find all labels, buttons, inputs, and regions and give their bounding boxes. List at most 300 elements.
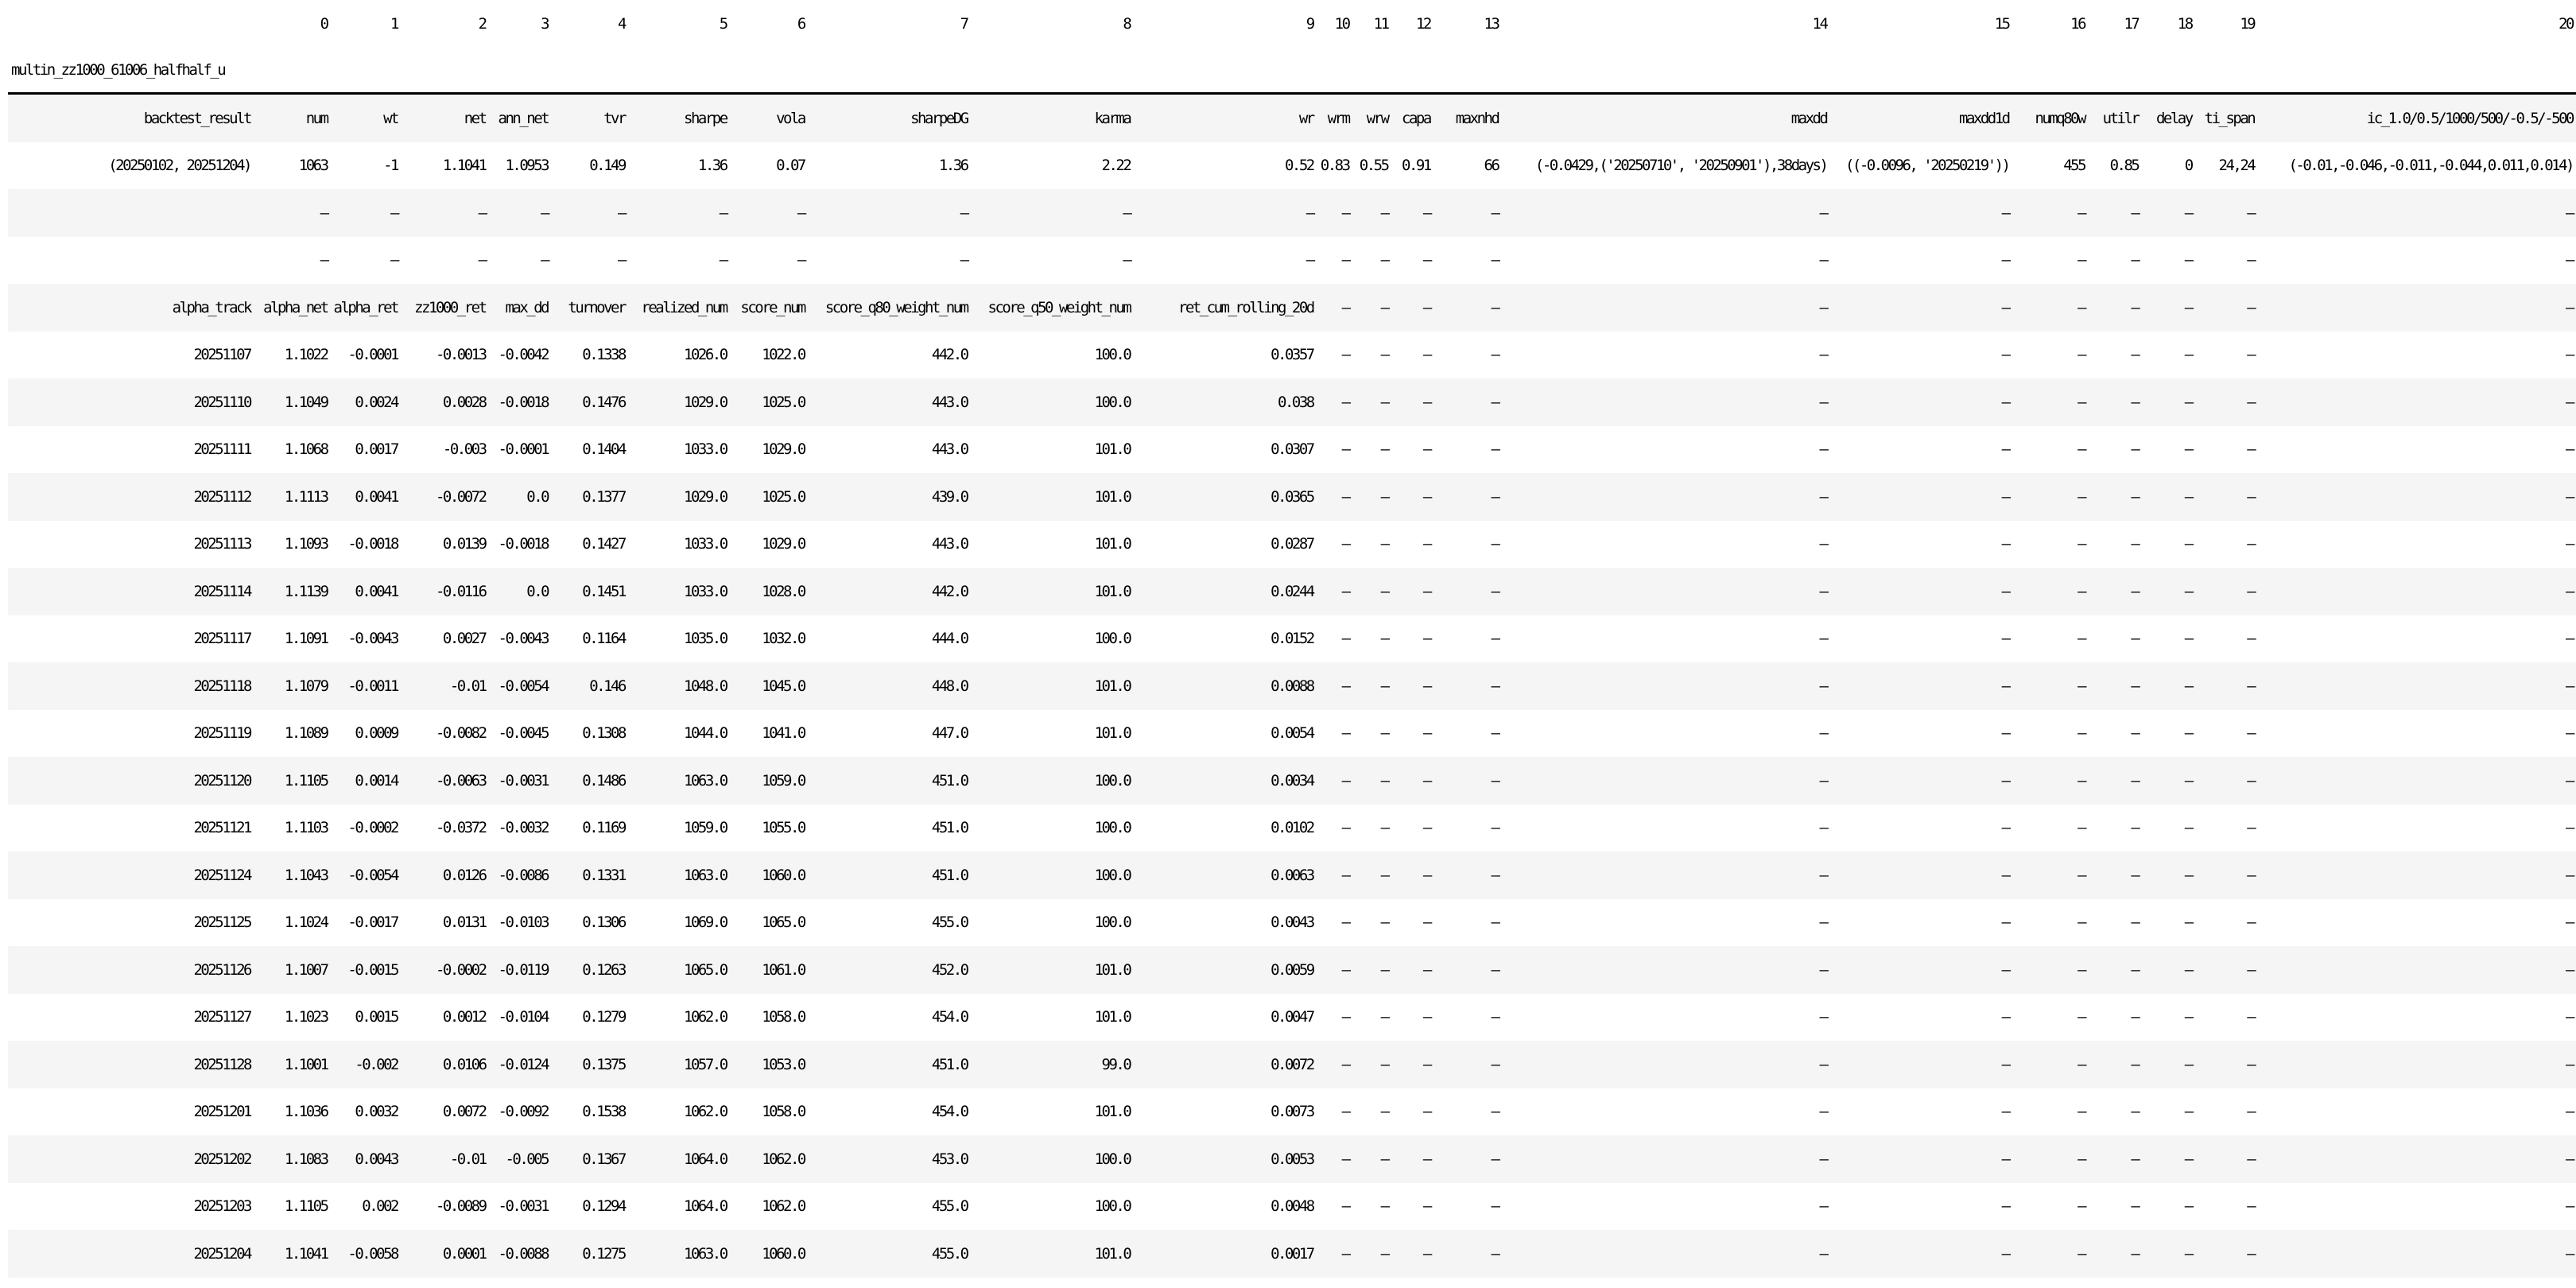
table-cell: turnover	[551, 284, 628, 332]
table-row	[8, 710, 2576, 758]
table-cell: —	[1501, 1041, 1829, 1088]
table-cell: —	[2077, 914, 2085, 932]
column-header: 19	[2240, 15, 2255, 33]
table-cell: num	[254, 94, 331, 142]
table-cell: -0.0082	[435, 724, 486, 743]
column-header: 3	[541, 15, 549, 33]
table-cell: 1041.0	[762, 724, 805, 743]
table-cell: 101.0	[971, 568, 1134, 615]
table-cell: 101.0	[971, 946, 1134, 994]
table-cell: —	[1380, 251, 1388, 270]
table-cell: —	[2195, 757, 2258, 805]
table-cell: ti_span	[2195, 94, 2258, 142]
table-row	[8, 284, 2576, 332]
table-cell: —	[1422, 914, 1430, 932]
table-cell: 0.1377	[551, 473, 628, 521]
column-header: 13	[1484, 15, 1499, 33]
table-cell: -0.0015	[331, 946, 401, 994]
table-row	[8, 805, 2576, 852]
table-row	[8, 568, 2576, 615]
table-cell: 1045.0	[730, 662, 808, 710]
table-cell: —	[1352, 1135, 1391, 1183]
table-cell: —	[1352, 662, 1391, 710]
table-cell: 0	[2184, 157, 2192, 175]
table-cell: —	[971, 189, 1134, 237]
table-cell: —	[2141, 946, 2194, 994]
table-cell: 100.0	[971, 1135, 1134, 1183]
table-cell: 0.0015	[355, 1008, 398, 1026]
column-header: 15	[1994, 15, 2009, 33]
table-cell: 1.1105	[254, 757, 331, 805]
table-cell: —	[1491, 724, 1499, 743]
table-cell: —	[1829, 946, 2012, 994]
table-cell: —	[1819, 535, 1827, 553]
table-cell: —	[2247, 724, 2255, 743]
table-cell: 1062.0	[684, 1103, 727, 1121]
index-name-filler	[1829, 48, 2012, 94]
table-cell: —	[2001, 346, 2009, 364]
table-cell: 100.0	[971, 757, 1134, 805]
table-cell: 0.0027	[442, 630, 486, 648]
table-cell: ret_cum_rolling_20d	[1133, 284, 1316, 332]
table-cell: 0.1263	[551, 946, 628, 994]
table-cell: 0.85	[2109, 157, 2139, 175]
table-cell: —	[2012, 946, 2088, 994]
table-cell: —	[1380, 1103, 1388, 1121]
row-index-cell: 20251111	[193, 440, 250, 459]
table-cell: —	[390, 251, 398, 270]
table-cell: 443.0	[808, 378, 971, 426]
table-cell: —	[1341, 914, 1349, 932]
table-cell: —	[1491, 630, 1499, 648]
column-header: 9	[1305, 15, 1313, 33]
table-cell: -0.0054	[489, 662, 552, 710]
column-header: 2	[478, 15, 486, 33]
table-cell: sharpe	[628, 94, 730, 142]
table-cell: 0.0043	[331, 1135, 401, 1183]
table-cell: 0.1169	[582, 819, 625, 837]
column-header: 20	[2559, 15, 2573, 33]
table-cell: —	[2257, 757, 2576, 805]
table-cell: —	[1341, 819, 1349, 837]
table-cell: 0.1375	[551, 1041, 628, 1088]
table-cell: —	[1819, 251, 1827, 270]
table-cell: —	[1819, 440, 1827, 459]
table-cell: —	[2012, 1230, 2088, 1278]
table-cell: 0.1279	[582, 1008, 625, 1026]
table-cell: —	[1433, 1135, 1502, 1183]
table-cell: 1.1041	[254, 1230, 331, 1278]
table-cell: —	[2001, 630, 2009, 648]
table-cell: —	[1317, 473, 1352, 521]
table-cell: —	[2257, 1230, 2576, 1278]
table-cell: -0.0018	[489, 378, 552, 426]
row-index-cell: 20251124	[8, 852, 254, 899]
table-cell: —	[541, 251, 549, 270]
table-cell: —	[1380, 440, 1388, 459]
table-cell: —	[2012, 1041, 2088, 1088]
table-cell: —	[2088, 757, 2141, 805]
table-cell: score_q80_weight_num	[808, 284, 971, 332]
table-cell: —	[1317, 757, 1352, 805]
table-row	[8, 1135, 2576, 1183]
table-cell: —	[1433, 757, 1502, 805]
table-cell: -0.01	[401, 662, 489, 710]
table-cell: 448.0	[808, 662, 971, 710]
table-cell: 0.0028	[401, 378, 489, 426]
table-cell: —	[2184, 630, 2192, 648]
table-cell: ((-0.0096, '20250219'))	[1845, 157, 2009, 175]
table-cell: 0.0041	[331, 568, 401, 615]
table-cell: —	[2001, 724, 2009, 743]
table-cell: 1.1043	[254, 852, 331, 899]
table-cell: 1062.0	[684, 1008, 727, 1026]
table-cell: —	[1352, 568, 1391, 615]
table-cell: —	[1317, 946, 1352, 994]
table-cell: —	[1391, 568, 1433, 615]
table-cell: 1062.0	[762, 1197, 805, 1216]
table-cell: —	[1391, 1041, 1433, 1088]
table-cell: -0.0086	[489, 852, 552, 899]
column-header: 0	[320, 15, 328, 33]
table-cell: —	[2566, 1103, 2573, 1121]
table-cell: —	[2141, 284, 2194, 332]
index-name-filler	[1501, 48, 1829, 94]
table-cell: 0.0047	[1271, 1008, 1313, 1026]
column-header: 16	[2070, 15, 2085, 33]
row-index-cell	[8, 237, 254, 285]
table-cell: —	[2184, 535, 2192, 553]
table-cell: —	[2141, 378, 2194, 426]
table-cell: 101.0	[1094, 1103, 1131, 1121]
index-name-filler	[2195, 48, 2258, 94]
table-cell: 455.0	[931, 1197, 968, 1216]
table-cell: 101.0	[971, 662, 1134, 710]
table-cell: wrm	[1317, 94, 1352, 142]
table-cell: —	[2001, 914, 2009, 932]
table-cell: —	[1422, 1197, 1430, 1216]
table-cell: —	[730, 189, 808, 237]
table-row	[8, 237, 2576, 285]
table-cell: —	[2195, 189, 2258, 237]
table-cell: 439.0	[808, 473, 971, 521]
row-index-cell: alpha_track	[8, 284, 254, 332]
table-cell: —	[2001, 819, 2009, 837]
table-cell: 0.146	[551, 662, 628, 710]
table-cell: 443.0	[931, 440, 968, 459]
table-cell: 1064.0	[628, 1135, 730, 1183]
table-cell: —	[1819, 630, 1827, 648]
table-cell: 1.1024	[284, 914, 328, 932]
table-cell: —	[2566, 819, 2573, 837]
table-cell: —	[1829, 568, 2012, 615]
table-cell: —	[2131, 819, 2139, 837]
table-cell: 1.36	[697, 157, 727, 175]
table-cell: —	[2001, 1008, 2009, 1026]
dataframe-output	[8, 0, 2576, 1278]
table-cell: —	[1829, 1041, 2012, 1088]
table-cell: 455.0	[931, 914, 968, 932]
table-cell: -0.0032	[498, 819, 549, 837]
index-name-filler	[730, 48, 808, 94]
table-cell: 1029.0	[762, 535, 805, 553]
table-cell: —	[1501, 189, 1829, 237]
table-cell: 455.0	[808, 1230, 971, 1278]
table-cell: 1.1079	[254, 662, 331, 710]
table-cell: —	[2131, 346, 2139, 364]
table-cell: 1058.0	[762, 1103, 805, 1121]
table-cell: -0.0089	[435, 1197, 486, 1216]
table-cell: —	[2001, 251, 2009, 270]
table-cell: 1061.0	[730, 946, 808, 994]
table-cell: —	[2184, 346, 2192, 364]
table-cell: —	[2088, 189, 2141, 237]
table-cell: 0.52	[1284, 157, 1313, 175]
table-cell: 101.0	[971, 473, 1134, 521]
table-row	[8, 994, 2576, 1042]
table-cell: —	[2247, 251, 2255, 270]
table-cell: —	[960, 251, 968, 270]
table-cell: —	[1819, 914, 1827, 932]
table-cell: wrw	[1352, 94, 1391, 142]
table-cell: —	[2012, 852, 2088, 899]
table-cell: 0.0072	[1133, 1041, 1316, 1088]
table-cell: 1058.0	[762, 1008, 805, 1026]
table-row	[8, 946, 2576, 994]
table-cell: —	[2247, 630, 2255, 648]
table-cell: 0.1451	[551, 568, 628, 615]
table-cell: -0.0119	[489, 946, 552, 994]
table-cell: —	[1422, 1103, 1430, 1121]
index-name-filler	[808, 48, 971, 94]
table-cell: vola	[730, 94, 808, 142]
table-cell: —	[1829, 1230, 2012, 1278]
table-cell: -0.005	[489, 1135, 552, 1183]
table-cell: —	[2566, 1197, 2573, 1216]
table-cell: —	[2077, 1103, 2085, 1121]
table-cell: 0.0287	[1271, 535, 1313, 553]
table-cell: 100.0	[1094, 346, 1131, 364]
table-cell: —	[2195, 473, 2258, 521]
index-name-filler	[628, 48, 730, 94]
table-cell: —	[2195, 1230, 2258, 1278]
table-cell: 1.1068	[284, 440, 328, 459]
table-cell: maxnhd	[1433, 94, 1502, 142]
table-cell: —	[1341, 251, 1349, 270]
table-cell: 0.1294	[582, 1197, 625, 1216]
table-row	[8, 757, 2576, 805]
table-cell: —	[2257, 284, 2576, 332]
table-cell: realized_num	[628, 284, 730, 332]
table-cell: —	[2077, 251, 2085, 270]
table-cell: numq80w	[2012, 94, 2088, 142]
table-row	[8, 615, 2576, 663]
table-cell: 66	[1484, 157, 1499, 175]
table-cell: 0.0053	[1133, 1135, 1316, 1183]
table-cell: -0.0002	[401, 946, 489, 994]
index-name-filler	[2088, 48, 2141, 94]
table-cell: -0.0031	[489, 757, 552, 805]
table-cell: —	[2077, 1197, 2085, 1216]
table-cell: 0.0106	[401, 1041, 489, 1088]
table-cell: —	[2131, 251, 2139, 270]
table-cell: —	[2088, 378, 2141, 426]
table-cell: —	[1829, 189, 2012, 237]
table-cell: —	[1352, 473, 1391, 521]
table-cell: —	[1829, 757, 2012, 805]
table-cell: 0.0152	[1271, 630, 1313, 648]
table-cell: —	[1819, 1008, 1827, 1026]
table-row	[8, 899, 2576, 947]
table-cell: —	[2012, 662, 2088, 710]
table-cell: 0.1338	[582, 346, 625, 364]
table-cell: —	[1422, 724, 1430, 743]
table-cell: —	[2566, 440, 2573, 459]
table-cell: -0.0042	[498, 346, 549, 364]
table-cell: —	[1317, 378, 1352, 426]
row-index-cell: 20251110	[8, 378, 254, 426]
table-cell: —	[1352, 1041, 1391, 1088]
column-header: 10	[1334, 15, 1349, 33]
table-cell: —	[1829, 284, 2012, 332]
table-cell: 0.0034	[1133, 757, 1316, 805]
table-cell: 0.83	[1320, 157, 1349, 175]
table-cell: —	[2566, 724, 2573, 743]
table-cell: -0.0103	[498, 914, 549, 932]
table-cell: —	[1317, 1041, 1352, 1088]
table-cell: 0.1486	[551, 757, 628, 805]
table-cell: 1060.0	[730, 1230, 808, 1278]
table-cell: 1065.0	[762, 914, 805, 932]
table-cell: 1.1103	[284, 819, 328, 837]
table-cell: —	[1433, 852, 1502, 899]
table-cell: —	[2247, 535, 2255, 553]
table-cell: 24,24	[2218, 157, 2255, 175]
table-cell: —	[2184, 1103, 2192, 1121]
table-cell: 1029.0	[628, 473, 730, 521]
table-cell: —	[617, 251, 625, 270]
table-cell: —	[1491, 346, 1499, 364]
table-cell: 1.1049	[254, 378, 331, 426]
table-cell: —	[2247, 440, 2255, 459]
table-cell: 0.0024	[331, 378, 401, 426]
table-cell: —	[1433, 378, 1502, 426]
table-cell: —	[2131, 440, 2139, 459]
table-cell: —	[1391, 473, 1433, 521]
table-row	[8, 142, 2576, 190]
table-row	[8, 378, 2576, 426]
table-cell: —	[2088, 284, 2141, 332]
table-cell: —	[1391, 1135, 1433, 1183]
table-cell: —	[2247, 1008, 2255, 1026]
table-cell: 1025.0	[730, 378, 808, 426]
table-cell: 1033.0	[684, 440, 727, 459]
table-cell: 99.0	[971, 1041, 1134, 1088]
index-name-filler	[1433, 48, 1502, 94]
table-cell: -0.0063	[401, 757, 489, 805]
table-cell: 0.0139	[442, 535, 486, 553]
column-header: 7	[960, 15, 968, 33]
table-cell: —	[1380, 535, 1388, 553]
table-cell: ic_1.0/0.5/1000/500/-0.5/-500	[2257, 94, 2576, 142]
table-cell: 0.1367	[551, 1135, 628, 1183]
index-name-filler	[2141, 48, 2194, 94]
table-cell: —	[2077, 346, 2085, 364]
table-cell: —	[2195, 378, 2258, 426]
table-cell: 1.1001	[254, 1041, 331, 1088]
row-index-cell: 20251121	[193, 819, 250, 837]
table-cell: —	[2088, 568, 2141, 615]
index-name: multin_zz1000_61006_halfhalf_u	[8, 48, 254, 94]
table-cell: —	[1819, 1197, 1827, 1216]
table-cell: 1.1036	[284, 1103, 328, 1121]
table-cell: —	[401, 189, 489, 237]
table-cell: 454.0	[931, 1103, 968, 1121]
table-cell: 452.0	[808, 946, 971, 994]
table-cell: (-0.0429,('20250710', '20250901'),38days)	[1534, 157, 1827, 175]
table-cell: 1.1113	[254, 473, 331, 521]
table-cell: net	[401, 94, 489, 142]
table-cell: —	[1391, 852, 1433, 899]
table-cell: —	[2195, 662, 2258, 710]
table-cell: -0.002	[331, 1041, 401, 1088]
table-cell: —	[2012, 284, 2088, 332]
table-cell: —	[1501, 378, 1829, 426]
row-index-cell: 20251203	[193, 1197, 250, 1216]
table-cell: —	[2088, 1041, 2141, 1088]
table-cell: -0.0013	[435, 346, 486, 364]
table-cell: 1064.0	[684, 1197, 727, 1216]
row-index-cell: 20251119	[193, 724, 250, 743]
table-cell: 2.22	[1101, 157, 1131, 175]
table-cell: —	[2088, 1135, 2141, 1183]
table-row	[8, 94, 2576, 142]
table-cell: 0.1275	[551, 1230, 628, 1278]
table-cell: —	[1352, 757, 1391, 805]
table-cell: —	[2077, 440, 2085, 459]
column-header-row	[8, 0, 2576, 48]
table-cell: 1.1139	[254, 568, 331, 615]
table-cell: wr	[1133, 94, 1316, 142]
row-index-cell: backtest_result	[8, 94, 254, 142]
table-cell: 100.0	[1094, 1197, 1131, 1216]
row-index-cell: 20251107	[193, 346, 250, 364]
table-cell: —	[2141, 568, 2194, 615]
table-cell: —	[1391, 757, 1433, 805]
table-cell: —	[1317, 189, 1352, 237]
table-cell: —	[2088, 946, 2141, 994]
row-index-cell: (20250102, 20251204)	[108, 157, 250, 175]
table-cell: —	[1829, 473, 2012, 521]
table-cell: —	[1341, 630, 1349, 648]
table-cell: —	[478, 251, 486, 270]
table-cell: —	[1829, 1135, 2012, 1183]
table-cell: —	[1352, 946, 1391, 994]
table-cell: —	[2141, 1230, 2194, 1278]
table-cell: -0.0054	[331, 852, 401, 899]
table-cell: 100.0	[1094, 914, 1131, 932]
table-cell: —	[2131, 914, 2139, 932]
table-cell: —	[797, 251, 805, 270]
table-row	[8, 189, 2576, 237]
table-cell: 1063.0	[628, 757, 730, 805]
table-cell: —	[1317, 662, 1352, 710]
table-cell: 0.1331	[551, 852, 628, 899]
table-cell: alpha_net	[254, 284, 331, 332]
table-cell: —	[2141, 757, 2194, 805]
table-cell: 0.0059	[1133, 946, 1316, 994]
table-cell: 0.1538	[582, 1103, 625, 1121]
